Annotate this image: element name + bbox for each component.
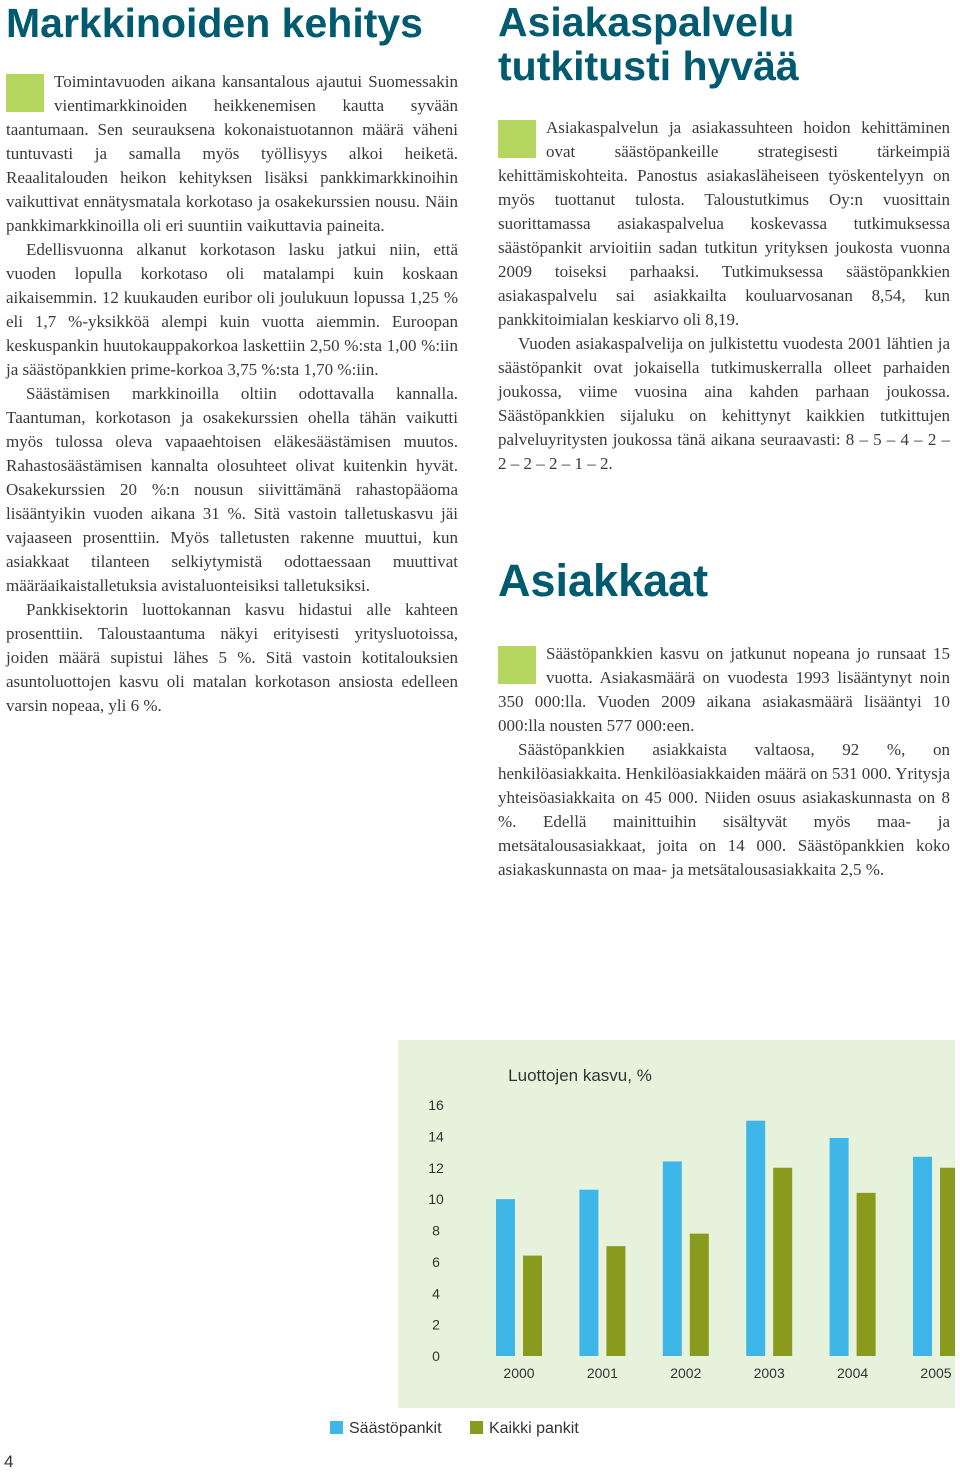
bar-kaikki-pankit-2002 [690, 1234, 709, 1356]
bar-saastopankit-2005 [913, 1157, 932, 1356]
accent-square [498, 120, 536, 158]
left-column [6, 0, 458, 718]
legend-swatch [470, 1421, 483, 1434]
y-tick-label: 10 [428, 1191, 444, 1208]
bar-saastopankit-2003 [746, 1121, 765, 1356]
legend-swatch [330, 1421, 343, 1434]
paragraph: Vuoden asiakaspalvelija on julkistettu vuodesta 2001 lähtien ja säästöpankit ovat jokaisella tutkimuskerralla olleet parhaiden joukossa, viime vuosina aina kahden parhaan joukossa. Säästöpankkien sijaluku on kehittynyt kaikkien tutkittujen palveluyritysten joukossa tänä aikana seuraavasti: 8 – 5 – 4 – 2 – 2 – 2 – 2 – 1 – 2. [498, 334, 950, 473]
bar-saastopankit-2004 [830, 1138, 849, 1356]
chart-title: Luottojen kasvu, % [508, 1066, 652, 1085]
y-tick-label: 2 [432, 1316, 440, 1333]
y-tick-label: 6 [432, 1253, 440, 1270]
x-tick-label: 2004 [837, 1365, 869, 1381]
y-tick-label: 14 [428, 1128, 444, 1145]
bar-chart [398, 1040, 955, 1408]
y-tick-label: 16 [428, 1097, 444, 1113]
paragraph: Säästöpankkien kasvu on jatkunut nopeana jo runsaat 15 vuotta. Asiakasmäärä on vuodesta 1993 lisääntynyt noin 350 000:lla. Vuoden 2009 aikana asiakasmäärä lisääntyi 10 000:lla nousten 577 000:een. [498, 644, 950, 735]
legend-item-saastopankit [330, 1420, 442, 1438]
right-column [498, 0, 950, 882]
y-tick-label: 4 [432, 1285, 440, 1302]
chart-legend [330, 1420, 603, 1438]
x-tick-label: 2001 [586, 1365, 618, 1381]
bar-kaikki-pankit-2004 [857, 1193, 876, 1356]
section-title-asiakkaat: Asiakkaat [498, 555, 709, 606]
bar-saastopankit-2000 [496, 1199, 515, 1356]
y-tick-label: 8 [432, 1222, 440, 1239]
paragraph: Edellisvuonna alkanut korkotason lasku jatkui niin, että vuoden lopulla korkotaso oli matalampi kuin koskaan aikaisemmin. 12 kuukauden euribor oli joulukuun lopussa 1,25 % eli 1,7 %-yksikköä alempi kuin vuotta aiemmin. Euroopan keskuspankin huutokauppakorkoa laskettiin 2,50 %:sta 1,00 %:iin ja säästöpankkien prime-korkoa 3,75 %:sta 1,70 %:iin. [6, 240, 458, 379]
bar-saastopankit-2002 [663, 1161, 682, 1356]
legend-item-kaikki-pankit [470, 1420, 579, 1438]
y-tick-label: 12 [428, 1159, 444, 1176]
page-number: 4 [4, 1452, 14, 1471]
paragraph: Asiakaspalvelun ja asiakassuhteen hoidon kehittäminen ovat säästöpankeille strategisesti tärkeimpiä kehittämiskohteita. Panostus asiakasläheiseen työskentelyyn on myös tuottanut tulosta. Taloustutkimus Oy:n vuosittain suorittamassa asiakaspalvelua koskevassa tutkimuksessa säästöpankit arvioitiin sadan tutkitun yrityksen joukosta vuonna 2009 toiseksi parhaaksi. Tutkimuksessa säästöpankkien asiakaspalvelu sai asiakkailta kouluarvosanan 8,54, kun pankkitoimialan keskiarvo oli 8,19. [498, 118, 950, 329]
chart-panel [398, 1040, 955, 1408]
bar-kaikki-pankit-2001 [606, 1246, 625, 1356]
paragraph: Säästämisen markkinoilla oltiin odottavalla kannalla. Taantuman, korkotason ja osakekurssien ohella tähän vaikutti myös tulossa oleva vapaaehtoisen eläkesäästämisen muutos. Rahastosäästämisen kannalta olosuhteet olivat kuitenkin hyvät. Osakekurssien 20 %:n nousun siivittämänä rahastopääoma lisääntyikin vuoden aikana 31 %. Sitä vastoin talletuskasvu jäi vajaaseen prosenttiin. Myös talletusten rakenne muuttui, kun asiakkaat tilanteen selkiytymistä odottaessaan muuttivat määräaikaistalletuksia avistaluonteisiksi talletuksiksi. [6, 384, 458, 595]
paragraph: Pankkisektorin luottokannan kasvu hidastui alle kahteen prosenttiin. Taloustaantuma näkyi erityisesti yritysluotoissa, joiden määrä supistui lähes 5 %. Sitä vastoin kotitalouksien asuntoluottojen kasvu oli matalan korkotason ansiosta edelleen varsin nopeaa, yli 6 %. [6, 600, 458, 715]
x-tick-label: 2002 [670, 1365, 702, 1381]
paragraph: Säästöpankkien asiakkaista valtaosa, 92 %, on henkilöasiakkaita. Henkilöasiakkaiden määrä on 531 000. Yritysja yhteisöasiakkaita on 45 000. Niiden osuus asiakaskunnasta on 8 %. Edellä mainittuihin sisältyvät myös maa- ja metsätalousasiakkaat, joita on 14 000. Säästöpankkien koko asiakaskunnasta on maa- ja metsätalousasiakkaita 2,5 %. [498, 740, 950, 879]
accent-square [6, 74, 44, 112]
x-tick-label: 2000 [503, 1365, 535, 1381]
section-title-markkinoiden-kehitys: Markkinoiden kehitys [6, 0, 423, 46]
legend-label: Kaikki pankit [488, 1420, 579, 1437]
x-tick-label: 2005 [920, 1365, 952, 1381]
bar-kaikki-pankit-2005 [940, 1168, 955, 1356]
bar-kaikki-pankit-2003 [773, 1168, 792, 1356]
bar-saastopankit-2001 [579, 1190, 598, 1356]
bar-kaikki-pankit-2000 [523, 1256, 542, 1356]
paragraph: Toimintavuoden aikana kansantalous ajautui Suomessakin vientimarkkinoiden heikkenemisen kautta syvään taantumaan. Sen seurauksena kokonaistuotannon määrä väheni tuntuvasti ja samalla myös työllisyys alkoi heiketä. Reaalitalouden heikon kehityksen lisäksi pankkimarkkinoihin vaikuttivat ennätysmatala korkotaso ja osakekurssien nousu. Näin pankkimarkkinoilla oli eri suuntiin vaikuttavia paineita. [6, 72, 458, 235]
legend-label: Säästöpankit [349, 1420, 442, 1437]
y-tick-label: 0 [432, 1348, 440, 1364]
section-title-asiakaspalvelu: Asiakaspalvelu tutkitusti hyvää [498, 0, 799, 89]
x-tick-label: 2003 [753, 1365, 785, 1381]
accent-square [498, 646, 536, 684]
